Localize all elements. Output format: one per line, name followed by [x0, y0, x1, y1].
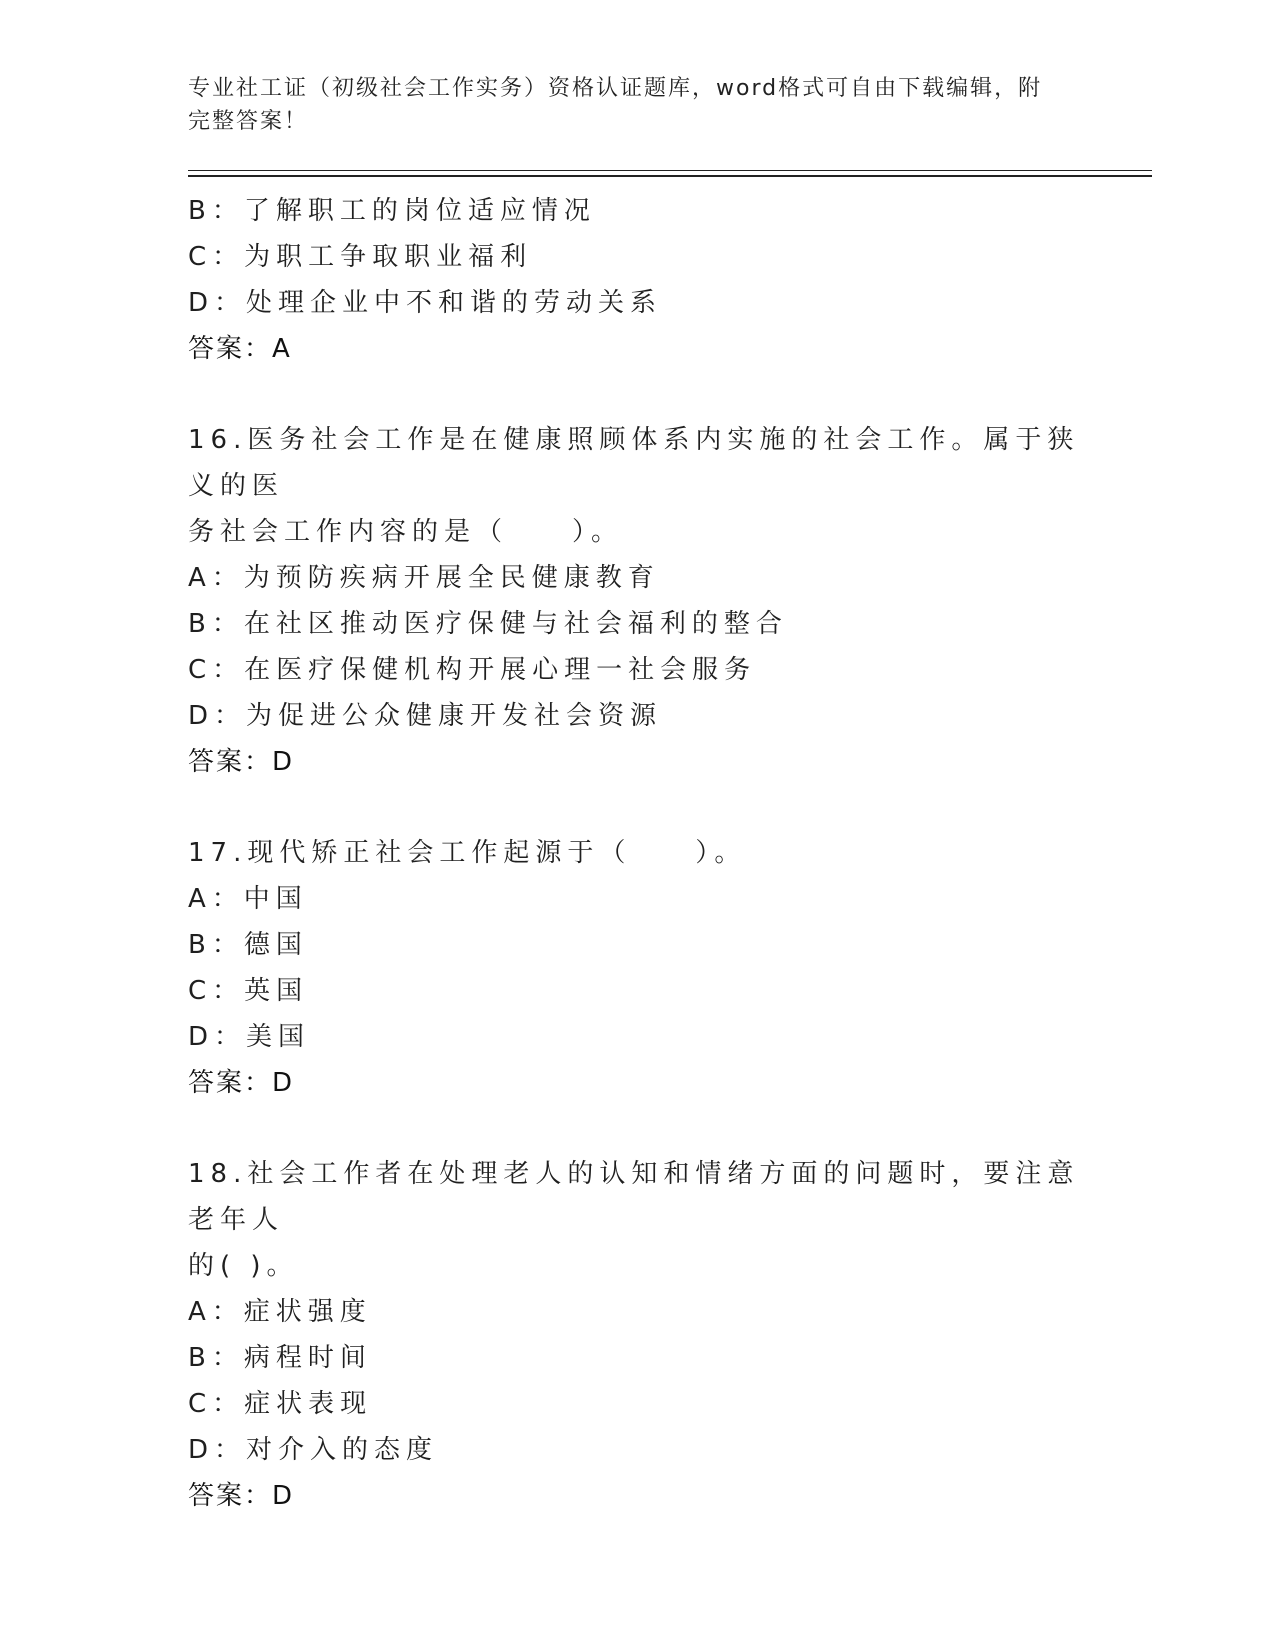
spacer [188, 1106, 1088, 1151]
option-d: D：处理企业中不和谐的劳动关系 [188, 288, 663, 318]
question-16-option-b: B：在社区推动医疗保健与社会福利的整合 [188, 609, 788, 639]
question-content [188, 188, 1088, 1519]
question-17-answer: 答案：D [188, 1068, 295, 1098]
question-18-text-line-2: 的( )。 [188, 1251, 299, 1281]
question-18-option-b: B：病程时间 [188, 1343, 372, 1373]
question-16-option-d: D：为促进公众健康开发社会资源 [188, 701, 663, 731]
document-header [188, 72, 1088, 138]
question-17-option-c: C：英国 [188, 976, 309, 1006]
header-line-1: 专业社工证（初级社会工作实务）资格认证题库，word格式可自由下载编辑，附 [188, 76, 1043, 101]
header-line-2: 完整答案！ [188, 109, 309, 134]
question-18-block [188, 1151, 1088, 1519]
question-16-text-line-1: 16.医务社会工作是在健康照顾体系内实施的社会工作。属于狭义的医 [188, 425, 1080, 501]
question-16-option-a: A：为预防疾病开展全民健康教育 [188, 563, 660, 593]
question-16-option-c: C：在医疗保健机构开展心理一社会服务 [188, 655, 757, 685]
question-16-block [188, 417, 1088, 785]
question-17-text-line-1: 17.现代矫正社会工作起源于（ ）。 [188, 838, 747, 868]
question-17-option-d: D：美国 [188, 1022, 311, 1052]
question-16-text-line-2: 务社会工作内容的是（ ）。 [188, 517, 624, 547]
header-divider-thin [188, 170, 1152, 171]
answer-line: 答案：A [188, 334, 292, 364]
partial-question-block [188, 188, 1088, 372]
question-17-option-b: B：德国 [188, 930, 308, 960]
question-18-option-d: D：对介入的态度 [188, 1435, 439, 1465]
question-17-option-a: A：中国 [188, 884, 308, 914]
option-c: C：为职工争取职业福利 [188, 242, 533, 272]
spacer [188, 785, 1088, 830]
question-17-block [188, 830, 1088, 1106]
option-b: B：了解职工的岗位适应情况 [188, 196, 596, 226]
question-18-answer: 答案：D [188, 1481, 295, 1511]
question-18-option-a: A：症状强度 [188, 1297, 372, 1327]
spacer [188, 372, 1088, 417]
question-16-answer: 答案：D [188, 747, 295, 777]
header-divider-thick [188, 175, 1152, 177]
question-18-text-line-1: 18.社会工作者在处理老人的认知和情绪方面的问题时，要注意老年人 [188, 1159, 1080, 1235]
question-18-option-c: C：症状表现 [188, 1389, 373, 1419]
